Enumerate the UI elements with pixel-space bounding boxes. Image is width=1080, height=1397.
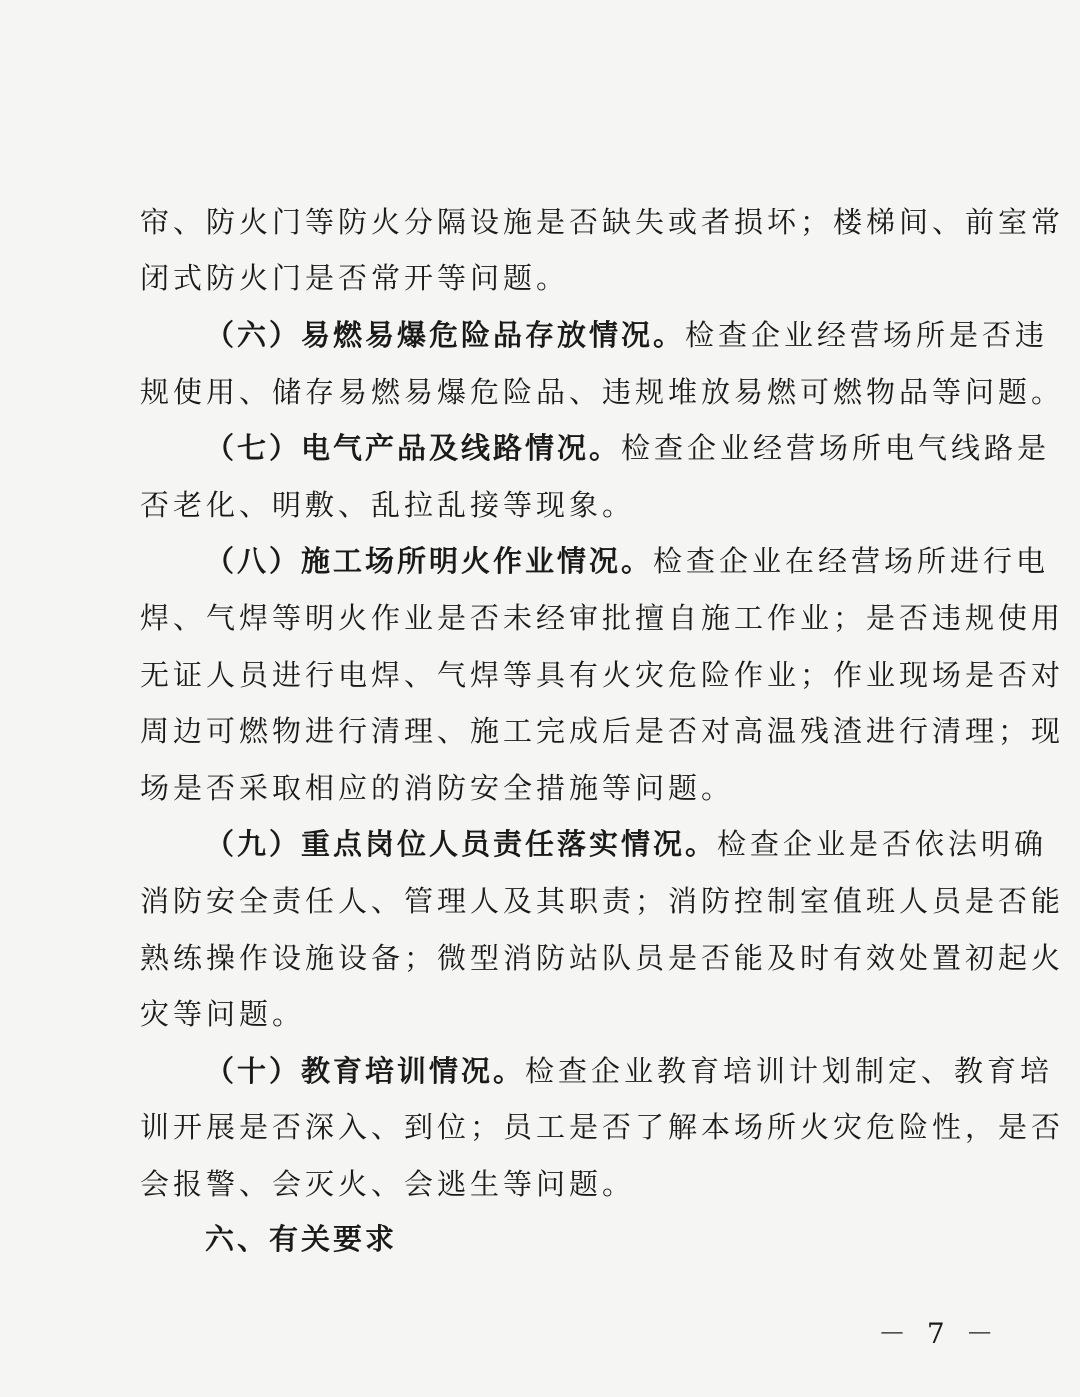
body-line: 场是否采取相应的消防安全措施等问题。 [140, 771, 735, 805]
item-heading: （七）电气产品及线路情况。 [205, 431, 622, 465]
item-heading: （六）易燃易爆危险品存放情况。 [205, 318, 686, 352]
item-text: 检查企业经营场所电气线路是 [621, 431, 1051, 465]
body-line: 无证人员进行电焊、气焊等具有火灾危险作业；作业现场是否对 [140, 658, 1065, 692]
body-line: 会报警、会灭火、会逃生等问题。 [140, 1167, 636, 1201]
page-number: － 7 － [878, 1317, 1000, 1350]
body-line: 训开展是否深入、到位；员工是否了解本场所火灾危险性，是否 [140, 1110, 1065, 1144]
item-paragraph-nine [205, 824, 1047, 864]
item-text: 检查企业在经营场所进行电 [653, 544, 1050, 578]
item-paragraph-six [205, 315, 1048, 355]
section-heading: 六、有关要求 [205, 1222, 398, 1256]
body-line: 闭式防火门是否常开等问题。 [140, 261, 570, 295]
body-line: 规使用、储存易燃易爆危险品、违规堆放易燃可燃物品等问题。 [140, 375, 1065, 409]
item-paragraph-seven [205, 428, 1050, 468]
body-line: 消防安全责任人、管理人及其职责；消防控制室值班人员是否能 [140, 884, 1065, 918]
body-line: 否老化、明敷、乱拉乱接等现象。 [140, 488, 636, 522]
item-text: 检查企业是否依法明确 [717, 827, 1048, 861]
item-text: 检查企业经营场所是否违 [685, 318, 1049, 352]
body-line: 周边可燃物进行清理、施工完成后是否对高温残渣进行清理；现 [140, 714, 1065, 748]
item-paragraph-ten [205, 1051, 1053, 1091]
item-paragraph-eight [205, 541, 1049, 581]
item-heading: （八）施工场所明火作业情况。 [205, 544, 654, 578]
body-line: 熟练操作设施设备；微型消防站队员是否能及时有效处置初起火 [140, 941, 1065, 975]
body-line: 帘、防火门等防火分隔设施是否缺失或者损坏；楼梯间、前室常 [140, 205, 1065, 239]
item-heading: （十）教育培训情况。 [205, 1054, 526, 1088]
body-line: 灾等问题。 [140, 997, 306, 1031]
item-text: 检查企业教育培训计划制定、教育培 [525, 1054, 1054, 1088]
item-heading: （九）重点岗位人员责任落实情况。 [205, 827, 718, 861]
body-line: 焊、气焊等明火作业是否未经审批擅自施工作业；是否违规使用 [140, 601, 1065, 635]
